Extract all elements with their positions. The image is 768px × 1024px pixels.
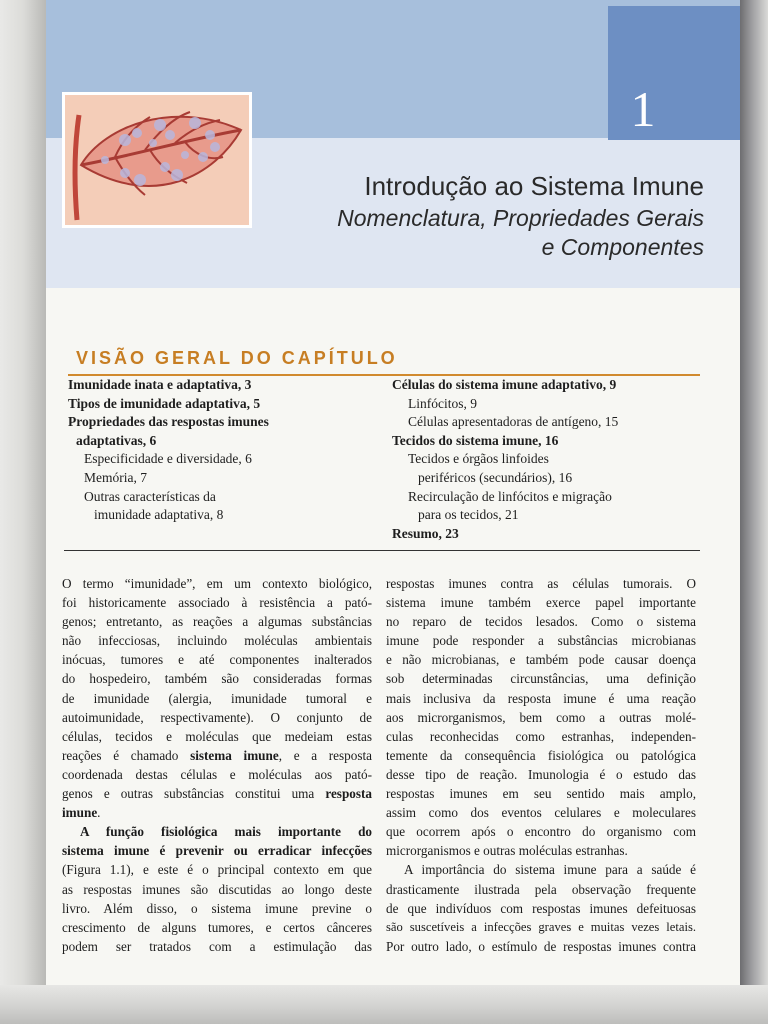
body-text: reações é chamado [62,747,191,763]
body-line: A função fisiológica mais importante do [80,824,372,840]
body-line [62,746,372,765]
toc-item: para os tecidos, 21 [418,507,519,523]
toc-item: Especificidade e diversidade, 6 [84,451,252,467]
toc-item: periféricos (secundários), 16 [418,469,573,485]
term-resposta-imune: resposta [325,786,372,802]
toc-left-column [68,376,388,525]
body-line: coordenada destas células e moléculas aos pató- [62,766,372,782]
body-line: que ocorrem após o encontro do organismo com [386,824,696,840]
chapter-overview-heading: VISÃO GERAL DO CAPÍTULO [76,348,398,368]
chapter-illustration [62,92,252,228]
chapter-subtitle [246,204,704,262]
body-line: podem ser tratados com a estimulação das [62,938,372,954]
toc-item: Recirculação de linfócitos e migração [408,488,612,504]
body-text: . [97,805,101,821]
body-line: mais inclusiva da resposta imune é uma reação [386,690,696,706]
body-line: sistema imune também exerce papel importante [386,595,696,611]
body-line: autoimunidade, respectivamente). O conjunto de [62,709,372,725]
toc-item: Células apresentadoras de antígeno, 15 [408,414,619,430]
body-line: drasticamente ilustrada pela observação frequente [386,881,696,897]
body-line: genos; entretanto, as reações a algumas substâncias [62,614,372,630]
body-line: O termo “imunidade”, em um contexto biológico, [62,576,372,591]
book-gutter-shadow [0,0,46,1024]
toc-item: Memória, 7 [84,469,147,485]
body-text-right-column [386,574,696,956]
body-line: microrganismos e outras moléculas estranhas. [386,843,628,859]
body-line: sob determinadas circunstâncias, uma definição [386,671,696,687]
body-line: de imunidade (alergia, imunidade tumoral e [62,690,372,706]
body-line: (Figura 1.1), e este é o principal contexto em que [62,862,372,878]
body-line: culas reconhecidas como estranhas, independen- [386,728,696,744]
body-line: foi historicamente associado à resistência a pató- [62,595,372,611]
toc-item: Linfócitos, 9 [408,395,477,411]
body-line [62,803,372,822]
chapter-subtitle-line: Nomenclatura, Propriedades Gerais [337,205,704,231]
book-page [46,0,746,990]
body-line: e não microbianas, e também pode causar doença [386,652,696,668]
body-line: livro. Além disso, o sistema imune previne o [62,900,372,916]
body-line: são suscetíveis a infecções graves e muitas vezes letais. [386,919,696,934]
toc-item: Propriedades das respostas imunes [68,414,269,430]
toc-item: Outras características da [84,488,216,504]
body-line: A importância do sistema imune para a saúde é [404,862,696,878]
toc-item: Imunidade inata e adaptativa, 3 [68,377,252,392]
body-line: assim como dos eventos celulares e moleculares [386,805,696,821]
toc-item: imunidade adaptativa, 8 [94,507,224,523]
body-line: sistema imune é prevenir ou erradicar infecções [62,843,372,859]
chapter-subtitle-line: e Componentes [541,234,704,260]
body-text-left-column [62,574,372,956]
body-line: de que indivíduos com respostas imunes defeituosas [386,900,696,916]
body-text: genos e outras substâncias constitui uma [62,786,326,802]
body-line: não infecciosas, incluindo moléculas ambientais [62,633,372,649]
body-text: , e a resposta [278,747,373,763]
body-line: temente da consequência fisiológica ou patológica [386,747,696,763]
chapter-title: Introdução ao Sistema Imune [364,171,704,201]
book-bottom-edge [0,985,768,1024]
body-line [62,784,372,803]
body-line: respostas imunes em seu sentido mais amplo, [386,786,696,802]
toc-bottom-divider [64,550,700,551]
body-line: respostas imunes contra as células tumorais. O [386,576,696,591]
body-line: aos microrganismos, bem como a outras molé- [386,709,696,725]
body-line: as respostas imunes são discutidas ao longo deste [62,881,372,897]
body-line: do hospedeiro, também são consideradas formas [62,671,372,687]
body-line: Por outro lado, o estímulo de respostas imunes contra [386,938,696,954]
body-line: inócuas, tumores e até componentes inalterados [62,652,372,668]
body-line: crescimento de alguns tumores, e certos cânceres [62,919,372,935]
toc-right-column [392,376,712,543]
leaf-tissue-illustration [65,95,249,225]
body-line: células, tecidos e moléculas que medeiam estas [62,728,372,744]
toc-item: Tipos de imunidade adaptativa, 5 [68,395,261,411]
body-line: desse tipo de reação. Imunologia é o estudo das [386,766,696,782]
term-resposta-imune-cont: imune [62,805,98,821]
toc-item: Resumo, 23 [392,525,459,541]
body-line: imune pode responder a substâncias microbianas [386,633,696,649]
term-sistema-imune: sistema imune [190,747,279,763]
toc-item: Tecidos do sistema imune, 16 [392,432,559,448]
toc-item: Tecidos e órgãos linfoides [408,451,549,467]
book-right-edge-shadow [740,0,768,1024]
body-line: no reparo de tecidos lesados. Como o sistema [386,614,696,630]
chapter-number: 1 [630,81,656,137]
toc-item: adaptativas, 6 [76,432,157,448]
toc-item: Células do sistema imune adaptativo, 9 [392,377,617,392]
